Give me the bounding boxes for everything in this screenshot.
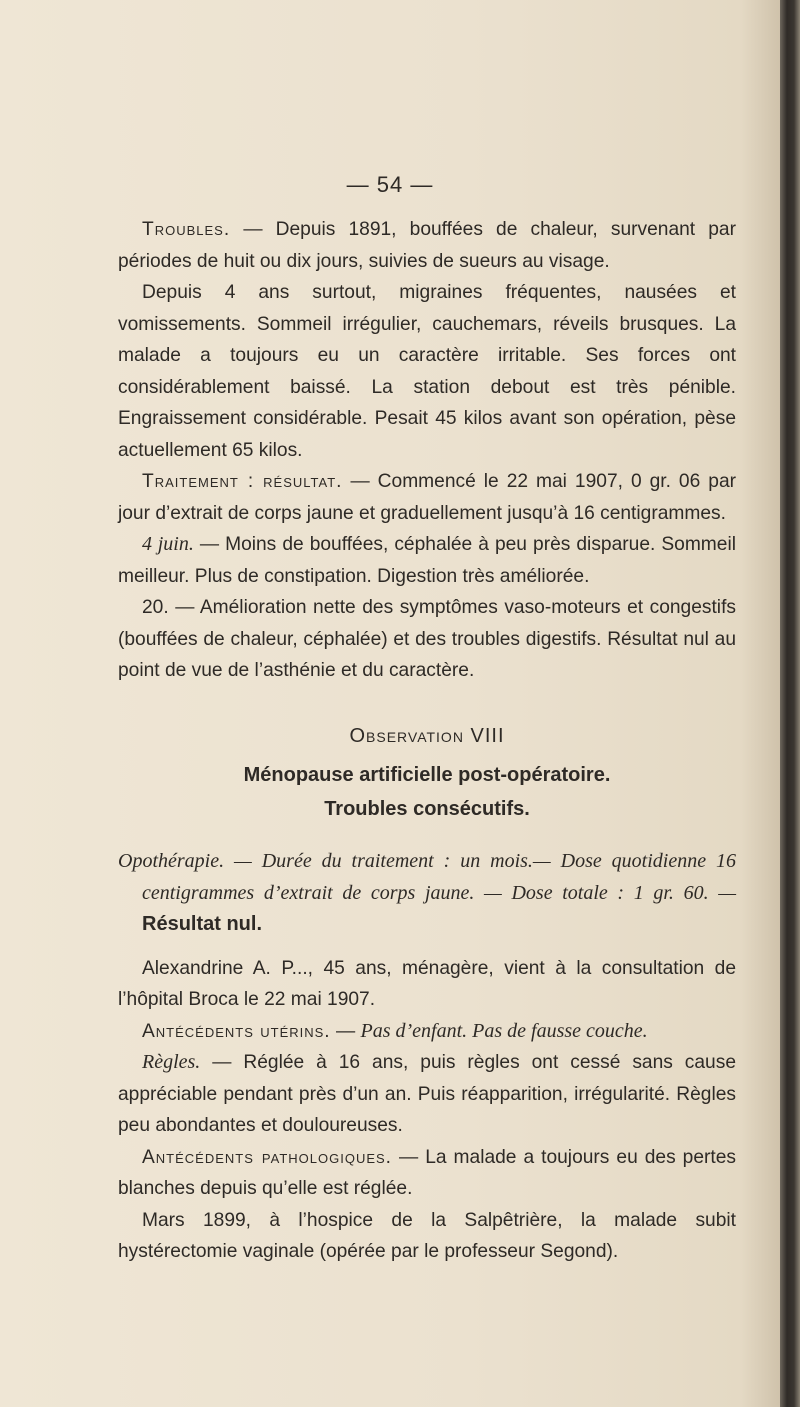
text-regles: — Réglée à 16 ans, puis règles ont cessé sans cause appréciable pendant près d’un an. Puis réapparition, irrégularité. Règles peu abondantes et douloureuses. xyxy=(118,1052,736,1136)
paragraph-patient: Alexandrine A. P..., 45 ans, ménagère, vient à la consultation de l’hôpital Broca le 22 mai 1907. xyxy=(118,957,736,1010)
paragraph-antecedents-pathologiques xyxy=(118,1142,736,1205)
text-traitement: — Commencé le 22 mai 1907, 0 gr. 06 par jour d’extrait de corps jaune et graduellement jusqu’à 16 centigrammes. xyxy=(118,471,736,524)
paragraph-depuis: Depuis 4 ans surtout, migraines fréquentes, nausées et vomissements. Sommeil irrégulier, cauchemars, réveils brusques. La malade a toujours eu un caractère irritable. Ses forces ont considérablement baissé. La station debout est très pénible. Engraissement considérable. Pesait 45 kilos avant son opération, pèse actuellement 65 kilos. xyxy=(118,282,736,461)
label-regles: Règles. xyxy=(142,1051,201,1073)
page-number: — 54 — xyxy=(346,172,434,197)
opotherapie-summary xyxy=(118,846,736,941)
text-troubles: — Depuis 1891, bouffées de chaleur, survenant par périodes de huit ou dix jours, suivies de sueurs au visage. xyxy=(118,219,736,272)
result-opotherapie: Résultat nul. xyxy=(142,913,263,935)
observation-title: Observation VIII xyxy=(349,724,505,747)
observation-heading-2: Troubles consécutifs. xyxy=(324,798,530,820)
dash-antecedents-uterins: — xyxy=(330,1020,361,1042)
observation-heading-1: Ménopause artificielle post-opératoire. xyxy=(243,764,611,786)
label-traitement: Traitement : résultat. xyxy=(142,471,343,492)
paragraph-juin xyxy=(118,529,736,592)
text-juin: — Moins de bouffées, céphalée à peu près disparue. Sommeil meilleur. Plus de constipation. Digestion très améliorée. xyxy=(118,534,736,587)
paragraph-traitement xyxy=(118,466,736,529)
book-binding-edge xyxy=(780,0,800,1407)
text-opotherapie: Opothérapie. — Durée du traitement : un mois.— Dose quotidienne 16 centigrammes d’extrait de corps jaune. — Dose totale : 1 gr. 60. — xyxy=(118,850,736,904)
label-antecedents-uterins: Antécédents utérins. xyxy=(142,1020,331,1042)
date-juin: 4 juin. xyxy=(142,533,194,555)
page-body xyxy=(118,214,736,1268)
paragraph-troubles xyxy=(118,214,736,277)
paragraph-mars: Mars 1899, à l’hospice de la Salpêtrière, la malade subit hystérectomie vaginale (opérée par le professeur Segond). xyxy=(118,1209,736,1262)
paragraph-regles xyxy=(118,1047,736,1142)
paragraph-opotherapie xyxy=(118,846,736,941)
label-troubles: Troubles. xyxy=(142,219,231,240)
text-antecedents-uterins: Pas d’enfant. Pas de fausse couche. xyxy=(360,1019,648,1042)
paragraph-antecedents-uterins xyxy=(118,1016,736,1048)
text-antecedents-pathologiques: — La malade a toujours eu des pertes blanches depuis qu’elle est réglée. xyxy=(118,1146,736,1199)
label-antecedents-pathologiques: Antécédents pathologiques. xyxy=(142,1146,393,1168)
paragraph-vingt: 20. — Amélioration nette des symptômes vaso-moteurs et congestifs (bouffées de chaleur, céphalée) et des troubles digestifs. Résultat nul au point de vue de l’asthénie et du caractère. xyxy=(118,597,736,681)
